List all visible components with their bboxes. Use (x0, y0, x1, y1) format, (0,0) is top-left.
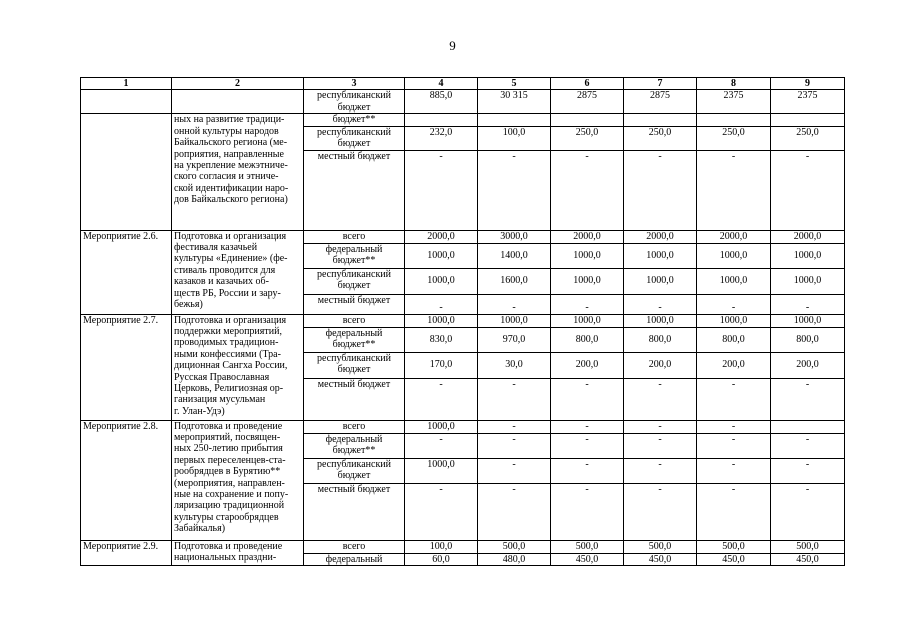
funding-source-line: республиканский (316, 126, 392, 138)
amount-cell: - (697, 483, 771, 540)
amount-cell: 30,0 (478, 352, 551, 378)
amount-cell: 1000,0 (697, 314, 771, 327)
amount-cell: 500,0 (624, 540, 697, 553)
funding-source-line: бюджет (337, 470, 371, 482)
page-number: 9 (449, 38, 456, 53)
funding-source-cell (304, 90, 405, 114)
amount-cell: 1000,0 (624, 314, 697, 327)
amount-cell: 500,0 (551, 540, 624, 553)
activity-description-line: фестиваля казачьей (174, 242, 258, 254)
amount-cell: - (478, 150, 551, 230)
amount-cell: - (624, 458, 697, 483)
amount-cell (624, 114, 697, 126)
amount-cell: - (771, 483, 845, 540)
column-header: 3 (304, 78, 405, 90)
funding-source-line: республиканский (316, 458, 392, 470)
funding-source-cell (304, 352, 405, 378)
column-header: 2 (172, 78, 304, 90)
amount-cell: - (478, 433, 551, 458)
activity-id-cell (81, 90, 172, 114)
amount-cell: 2000,0 (697, 230, 771, 243)
amount-cell: 2375 (697, 90, 771, 114)
funding-source-line: республиканский (316, 268, 392, 280)
amount-cell (478, 114, 551, 126)
activity-description-line: поддержки мероприятий, (174, 326, 282, 338)
amount-cell: - (624, 294, 697, 314)
funding-source-line: федеральный (325, 553, 383, 565)
amount-cell: 232,0 (405, 126, 478, 150)
amount-cell: 830,0 (405, 327, 478, 352)
amount-cell: - (697, 420, 771, 433)
amount-cell: 2000,0 (771, 230, 845, 243)
amount-cell: - (551, 294, 624, 314)
amount-cell: - (551, 483, 624, 540)
activity-description-line: ные на сохранение и попу- (174, 489, 289, 501)
amount-cell: 800,0 (624, 327, 697, 352)
funding-source-line: всего (342, 314, 366, 326)
funding-source-cell (304, 294, 405, 314)
activity-description-line: Подготовка и организация (174, 314, 287, 326)
amount-cell: 1000,0 (405, 243, 478, 268)
funding-source-line: бюджет (337, 364, 371, 376)
amount-cell: 480,0 (478, 553, 551, 565)
amount-cell: - (697, 378, 771, 420)
activity-description-line: дов Байкальского региона) (174, 194, 288, 206)
amount-cell: 1000,0 (405, 420, 478, 433)
funding-source-cell (304, 114, 405, 126)
activity-description-line: онной культуры народов (174, 125, 279, 137)
amount-cell: 885,0 (405, 90, 478, 114)
amount-cell: - (551, 433, 624, 458)
amount-cell (551, 114, 624, 126)
funding-source-line: местный бюджет (317, 483, 391, 495)
table-row (81, 230, 845, 243)
amount-cell: 1400,0 (478, 243, 551, 268)
activity-id-cell (81, 420, 172, 540)
funding-source-line: федеральный (325, 433, 383, 445)
amount-cell: 800,0 (697, 327, 771, 352)
activity-description-line: Подготовка и организация (174, 230, 287, 242)
amount-cell: 100,0 (405, 540, 478, 553)
amount-cell: 1000,0 (771, 243, 845, 268)
amount-cell: 1000,0 (551, 314, 624, 327)
activity-description-line: национальных праздни- (174, 552, 277, 564)
amount-cell: - (624, 420, 697, 433)
amount-cell: 1000,0 (771, 314, 845, 327)
activity-description-line: г. Улан-Удэ) (174, 405, 225, 417)
funding-source-line: республиканский (316, 90, 392, 102)
amount-cell: 200,0 (624, 352, 697, 378)
amount-cell: 3000,0 (478, 230, 551, 243)
amount-cell: 1000,0 (624, 268, 697, 294)
amount-cell: 500,0 (478, 540, 551, 553)
funding-source-line: местный бюджет (317, 378, 391, 390)
activity-id-cell (81, 314, 172, 420)
funding-source-line: бюджет** (332, 255, 376, 267)
activity-description-line: казаков и казачьих об- (174, 276, 269, 288)
activity-description-line: Подготовка и проведение (174, 540, 283, 552)
funding-source-line: всего (342, 540, 366, 552)
amount-cell: 2000,0 (624, 230, 697, 243)
funding-source-cell (304, 268, 405, 294)
amount-cell: 500,0 (697, 540, 771, 553)
amount-cell: 30 315 (478, 90, 551, 114)
column-header: 8 (697, 78, 771, 90)
column-header: 9 (771, 78, 845, 90)
funding-source-line: всего (342, 230, 366, 242)
amount-cell: 2000,0 (551, 230, 624, 243)
amount-cell: - (551, 378, 624, 420)
activity-description-cell (172, 540, 304, 565)
amount-cell: 200,0 (697, 352, 771, 378)
column-header: 5 (478, 78, 551, 90)
activity-description-line: стиваль проводится для (174, 264, 276, 276)
amount-cell: - (771, 294, 845, 314)
table-row (81, 314, 845, 327)
funding-source-line: федеральный (325, 327, 383, 339)
funding-source-line: федеральный (325, 243, 383, 255)
amount-cell: 1000,0 (551, 268, 624, 294)
activity-description-line: первых переселенцев-ста- (174, 454, 286, 466)
amount-cell: - (624, 150, 697, 230)
activity-description-line: ляризацию традиционной (174, 500, 285, 512)
amount-cell: 250,0 (697, 126, 771, 150)
activity-id-cell (81, 230, 172, 314)
amount-cell: 970,0 (478, 327, 551, 352)
activity-description-line: ской идентификации наро- (174, 182, 289, 194)
amount-cell: - (551, 458, 624, 483)
funding-source-cell (304, 126, 405, 150)
amount-cell: 1000,0 (697, 243, 771, 268)
table-row (81, 540, 845, 553)
activity-id-cell (81, 540, 172, 565)
funding-source-line: бюджет (337, 138, 371, 150)
amount-cell: 2875 (624, 90, 697, 114)
amount-cell: - (405, 294, 478, 314)
amount-cell: - (478, 378, 551, 420)
amount-cell: 1600,0 (478, 268, 551, 294)
column-header: 7 (624, 78, 697, 90)
activity-description-cell (172, 90, 304, 114)
activity-description-line: Подготовка и проведение (174, 420, 283, 432)
amount-cell: - (697, 433, 771, 458)
funding-source-cell (304, 458, 405, 483)
funding-source-line: республиканский (316, 352, 392, 364)
amount-cell: 1000,0 (771, 268, 845, 294)
amount-cell: - (771, 378, 845, 420)
funding-source-line: всего (342, 420, 366, 432)
amount-cell: 450,0 (624, 553, 697, 565)
activity-id: Мероприятие 2.6. (83, 230, 159, 242)
activity-description-line: Русская Православная (174, 371, 270, 383)
activity-description-line: роприятия, направленные (174, 148, 284, 160)
amount-cell: 450,0 (771, 553, 845, 565)
funding-source-line: бюджет** (332, 445, 376, 457)
amount-cell: - (478, 294, 551, 314)
amount-cell: 450,0 (697, 553, 771, 565)
amount-cell (771, 420, 845, 433)
activity-description-cell (172, 314, 304, 420)
activity-description-line: ществ РБ, России и зару- (174, 287, 281, 299)
amount-cell: 1000,0 (697, 268, 771, 294)
amount-cell: - (405, 150, 478, 230)
column-header: 6 (551, 78, 624, 90)
amount-cell: - (478, 420, 551, 433)
funding-source-cell (304, 314, 405, 327)
activity-description-cell (172, 420, 304, 540)
activity-description-line: рообрядцев в Бурятию** (174, 466, 281, 478)
funding-source-cell (304, 553, 405, 565)
amount-cell: - (697, 150, 771, 230)
funding-source-line: бюджет (337, 101, 371, 113)
amount-cell: - (697, 458, 771, 483)
funding-source-line: местный бюджет (317, 150, 391, 162)
activity-description-line: ганизация мусульман (174, 394, 266, 406)
activity-description-line: проводимых традицион- (174, 337, 279, 349)
activity-id: Мероприятие 2.9. (83, 540, 159, 552)
amount-cell: - (697, 294, 771, 314)
activity-description-line: ского согласия и этниче- (174, 171, 279, 183)
amount-cell: 100,0 (478, 126, 551, 150)
amount-cell: 2875 (551, 90, 624, 114)
amount-cell (697, 114, 771, 126)
amount-cell: - (405, 483, 478, 540)
activity-description-line: Байкальского региона (ме- (174, 137, 288, 149)
funding-source-cell (304, 433, 405, 458)
funding-source-cell (304, 540, 405, 553)
amount-cell: 450,0 (551, 553, 624, 565)
table-row (81, 420, 845, 433)
activity-description-line: ных на развитие традици- (174, 114, 285, 126)
amount-cell (405, 114, 478, 126)
amount-cell: 1000,0 (478, 314, 551, 327)
amount-cell: 500,0 (771, 540, 845, 553)
funding-source-cell (304, 327, 405, 352)
activity-description-line: мероприятий, посвящен- (174, 432, 281, 444)
funding-source-line: бюджет (337, 280, 371, 292)
amount-cell: - (405, 433, 478, 458)
budget-table (80, 77, 845, 566)
column-header: 1 (81, 78, 172, 90)
amount-cell: 1000,0 (405, 458, 478, 483)
amount-cell: 2375 (771, 90, 845, 114)
amount-cell: - (478, 458, 551, 483)
funding-source-line: бюджет** (332, 114, 376, 126)
amount-cell: 800,0 (551, 327, 624, 352)
funding-source-cell (304, 378, 405, 420)
activity-description-line: культуры старообрядцев (174, 511, 279, 523)
activity-description-cell (172, 114, 304, 230)
amount-cell: 1000,0 (405, 314, 478, 327)
funding-source-cell (304, 230, 405, 243)
amount-cell: - (624, 378, 697, 420)
table-row (81, 114, 845, 126)
activity-description-line: диционная Сангха России, (174, 360, 288, 372)
activity-description-line: (мероприятия, направлен- (174, 477, 285, 489)
amount-cell: 1000,0 (624, 243, 697, 268)
funding-source-cell (304, 150, 405, 230)
funding-source-line: бюджет** (332, 339, 376, 351)
amount-cell (771, 114, 845, 126)
amount-cell: 250,0 (624, 126, 697, 150)
amount-cell: - (478, 483, 551, 540)
activity-id-cell (81, 114, 172, 230)
amount-cell: 200,0 (771, 352, 845, 378)
table-row (81, 90, 845, 114)
amount-cell: 250,0 (551, 126, 624, 150)
amount-cell: 800,0 (771, 327, 845, 352)
amount-cell: - (771, 150, 845, 230)
funding-source-cell (304, 243, 405, 268)
amount-cell: - (551, 420, 624, 433)
activity-description-line: ных 250-летию прибытия (174, 443, 283, 455)
activity-description-line: культуры «Единение» (фе- (174, 253, 288, 265)
activity-description-line: Забайкалья) (174, 523, 226, 535)
activity-description-cell (172, 230, 304, 314)
column-header-row (81, 78, 845, 90)
amount-cell: 1000,0 (405, 268, 478, 294)
amount-cell: 200,0 (551, 352, 624, 378)
activity-description-line: ными конфессиями (Тра- (174, 348, 281, 360)
activity-description-line: бежья) (174, 299, 203, 311)
amount-cell: - (624, 483, 697, 540)
activity-description-line: Церковь, Религиозная ор- (174, 383, 284, 395)
amount-cell: 2000,0 (405, 230, 478, 243)
column-header: 4 (405, 78, 478, 90)
amount-cell: 250,0 (771, 126, 845, 150)
amount-cell: 170,0 (405, 352, 478, 378)
funding-source-cell (304, 483, 405, 540)
funding-source-line: местный бюджет (317, 294, 391, 306)
amount-cell: - (551, 150, 624, 230)
activity-description-line: на укрепление межэтниче- (174, 160, 288, 172)
amount-cell: - (771, 458, 845, 483)
amount-cell: 1000,0 (551, 243, 624, 268)
activity-id: Мероприятие 2.7. (83, 314, 159, 326)
amount-cell: - (771, 433, 845, 458)
amount-cell: 60,0 (405, 553, 478, 565)
amount-cell: - (405, 378, 478, 420)
amount-cell: - (624, 433, 697, 458)
table-body (81, 78, 845, 566)
activity-id: Мероприятие 2.8. (83, 420, 159, 432)
funding-source-cell (304, 420, 405, 433)
